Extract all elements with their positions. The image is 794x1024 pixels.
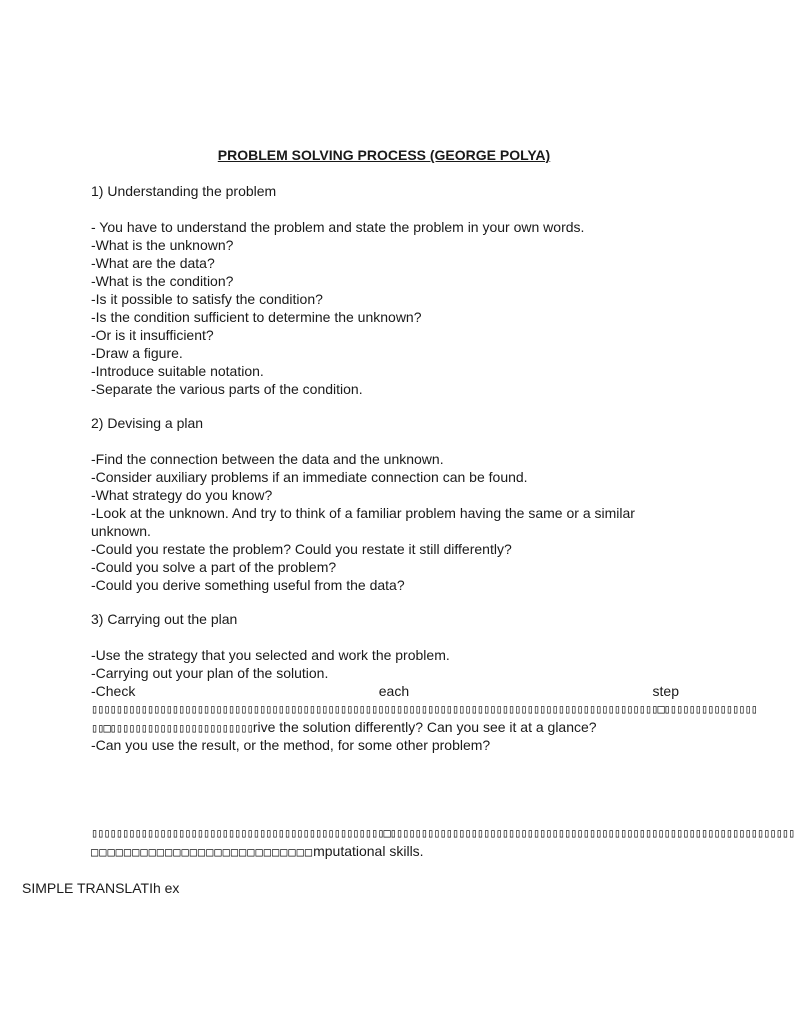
list-item: -Is the condition sufficient to determine the unknown? bbox=[91, 309, 422, 325]
list-item: -Carrying out your plan of the solution. bbox=[91, 665, 329, 681]
list-item: -Consider auxiliary problems if an immediate connection can be found. bbox=[91, 469, 528, 485]
readable-text: mputational skills. bbox=[313, 843, 424, 859]
step-word: step bbox=[652, 683, 679, 699]
list-item: -Could you derive something useful from the data? bbox=[91, 577, 405, 593]
list-item: -Could you restate the problem? Could you restate it still differently? bbox=[91, 541, 512, 557]
each-word: each bbox=[378, 683, 410, 699]
garbled-text: □□□□□□□□□□□□□□□□□□□□□□□□□□□ bbox=[91, 845, 314, 859]
check-word: -Check bbox=[91, 683, 136, 699]
list-item: -Find the connection between the data and the unknown. bbox=[91, 451, 444, 467]
mixed-text-line bbox=[91, 718, 679, 736]
garbled-text: ▯▯□▯▯▯▯▯▯▯▯▯▯▯▯▯▯▯▯▯▯▯▯▯▯▯ bbox=[91, 721, 253, 735]
section-heading: 2) Devising a plan bbox=[91, 415, 204, 431]
list-item: -Introduce suitable notation. bbox=[91, 363, 264, 379]
garbled-paragraph bbox=[91, 824, 794, 860]
list-item: -Or is it insufficient? bbox=[91, 327, 214, 343]
list-item: -What are the data? bbox=[91, 255, 215, 271]
footer-text: SIMPLE TRANSLATIh ex bbox=[22, 880, 180, 896]
garbled-text-line: ▯▯▯▯▯▯▯▯▯▯▯▯▯▯▯▯▯▯▯▯▯▯▯▯▯▯▯▯▯▯▯▯▯▯▯▯▯▯▯▯▯▯▯▯▯▯▯▯▯▯▯▯▯▯▯▯▯▯▯▯▯▯▯▯▯▯▯▯▯▯▯▯▯▯▯▯▯▯▯▯▯▯▯▯▯▯▯▯▯▯▯□▯▯▯▯▯▯▯▯▯▯▯▯▯▯▯ bbox=[91, 702, 758, 716]
list-item: -Look at the unknown. And try to think of a familiar problem having the same or a similar unknown. bbox=[91, 505, 635, 539]
list-item: -Separate the various parts of the condition. bbox=[91, 381, 363, 397]
section-heading: 3) Carrying out the plan bbox=[91, 611, 238, 627]
list-item: -Can you use the result, or the method, for some other problem? bbox=[91, 737, 491, 753]
document-title: PROBLEM SOLVING PROCESS (GEORGE POLYA) bbox=[217, 147, 551, 163]
list-item: - You have to understand the problem and state the problem in your own words. bbox=[91, 219, 585, 235]
readable-text: rive the solution differently? Can you see it at a glance? bbox=[252, 719, 597, 735]
list-item: -What is the condition? bbox=[91, 273, 234, 289]
list-item: -What strategy do you know? bbox=[91, 487, 273, 503]
check-each-step-line bbox=[91, 682, 679, 700]
garbled-text-line: ▯▯▯▯▯▯▯▯▯▯▯▯▯▯▯▯▯▯▯▯▯▯▯▯▯▯▯▯▯▯▯▯▯▯▯▯▯▯▯▯▯▯▯▯▯▯▯□▯▯▯▯▯▯▯▯▯▯▯▯▯▯▯▯▯▯▯▯▯▯▯▯▯▯▯▯▯▯▯▯▯▯▯▯▯▯▯▯▯▯▯▯▯▯▯▯▯▯▯▯▯▯▯▯▯▯▯▯▯▯▯▯▯ bbox=[91, 826, 794, 840]
list-item: -Is it possible to satisfy the condition? bbox=[91, 291, 323, 307]
section-heading: 1) Understanding the problem bbox=[91, 183, 277, 199]
list-item: -What is the unknown? bbox=[91, 237, 234, 253]
list-item: -Use the strategy that you selected and work the problem. bbox=[91, 647, 450, 663]
section-devising-plan bbox=[91, 414, 679, 594]
section-understanding bbox=[91, 182, 679, 398]
mixed-text-line bbox=[91, 842, 679, 860]
section-carrying-out bbox=[91, 610, 758, 754]
list-item: -Could you solve a part of the problem? bbox=[91, 559, 337, 575]
list-item: -Draw a figure. bbox=[91, 345, 183, 361]
